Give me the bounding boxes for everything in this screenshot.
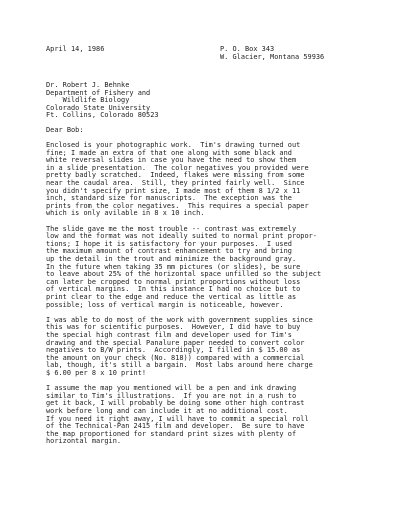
body-line: The slide gave me the most trouble -- contrast was extremely xyxy=(46,224,297,233)
recipient-line: Dr. Robert J. Behnke xyxy=(46,81,130,89)
body-line: the map proportioned for standard print sizes with plenty of xyxy=(46,429,297,438)
body-line: low and the format was not ideally suited to normal print propor- xyxy=(46,232,317,241)
body-line: which is only avilable in 8 x 10 inch. xyxy=(46,209,205,218)
body-line: pretty badly scratched. Indeed, flakes were missing from some xyxy=(46,171,305,180)
recipient-line: Department of Fishery and xyxy=(46,88,151,97)
body-line: work before long and can include it at no additional cost. xyxy=(46,407,288,416)
body-line: this was for scientific purposes. However, I did have to buy xyxy=(46,323,301,332)
body-line: similar to Tim's illustrations. If you are not in a rush to xyxy=(46,391,297,400)
body-line: In the future when taking 35 mm pictures (or slides), be sure xyxy=(46,262,301,271)
recipient-line: Colorado State University xyxy=(46,103,151,112)
body-line: get it back, I will probably be doing some other high contrast xyxy=(46,399,305,408)
body-line: possible; loss of vertical margin is noticeable, however. xyxy=(46,300,284,309)
sender-address-line-2: W. Glacier, Montana 59936 xyxy=(220,52,325,61)
body-line: in a slide presentation. The color negatives you provided were xyxy=(46,163,309,172)
body-line: the amount on your check (No. 818)) compared with a commercial xyxy=(46,353,305,362)
body-line: up the detail in the trout and minimize the background gray. xyxy=(46,255,297,264)
body-line: inch, standard size for manuscripts. The exception was the xyxy=(46,194,292,203)
body-line: the special high contrast film and developer used for Tim's xyxy=(46,331,292,340)
body-line: I was able to do most of the work with government supplies since xyxy=(46,315,313,324)
body-line: can later be cropped to normal print proportions without loss xyxy=(46,277,301,286)
salutation: Dear Bob: xyxy=(46,125,84,134)
body-line: the maximum amount of contrast enhancement to try and bring xyxy=(46,247,292,256)
body-line: tions; I hope it is satisfactory for your purposes. I used xyxy=(46,239,292,248)
recipient-line: Ft. Collins, Colorado 80523 xyxy=(46,111,159,120)
body-line: to leave about 25% of the horizontal space unfilled so the subject xyxy=(46,270,322,279)
body-line: I assume the map you mentioned will be a pen and ink drawing xyxy=(46,384,297,393)
body-line: of vertical margins. In this instance I had no choice but to xyxy=(46,285,301,294)
body-line: white reversal slides in case you have the need to show them xyxy=(46,156,297,165)
body-line: drawing and the special Panalure paper needed to convert color xyxy=(46,338,305,347)
body-line: print clear to the edge and reduce the vertical as little as xyxy=(46,293,297,302)
body-line: negatives to B/W prints. Accordingly, I filled in $ 15.00 as xyxy=(46,346,301,355)
body-line: you didn't specify print size, I made most of them 8 1/2 x 11 xyxy=(46,186,301,195)
body-line: fine; I made an extra of that one along with some black and xyxy=(46,148,292,157)
sender-address-line-1: P. O. Box 343 xyxy=(220,45,275,53)
body-line: lab, though, it's still a bargain. Most labs around here charge xyxy=(46,361,313,370)
body-line: Enclosed is your photographic work. Tim's drawing turned out xyxy=(46,141,301,150)
recipient-line: Wildlife Biology xyxy=(46,96,130,105)
body-line: horizontal margin. xyxy=(46,437,122,446)
body-line: near the caudal area. Still, they printed fairly well. Since xyxy=(46,179,305,188)
body-line: of the Technical-Pan 2415 film and developer. Be sure to have xyxy=(46,422,305,431)
body-line: $ 6.00 per 8 x 10 print! xyxy=(46,369,147,378)
letter-date: April 14, 1986 xyxy=(46,45,105,53)
body-line: If you need it right away, I will have to commit a special roll xyxy=(46,414,309,423)
body-line: prints from the color negatives. This requires a special paper xyxy=(46,201,309,210)
